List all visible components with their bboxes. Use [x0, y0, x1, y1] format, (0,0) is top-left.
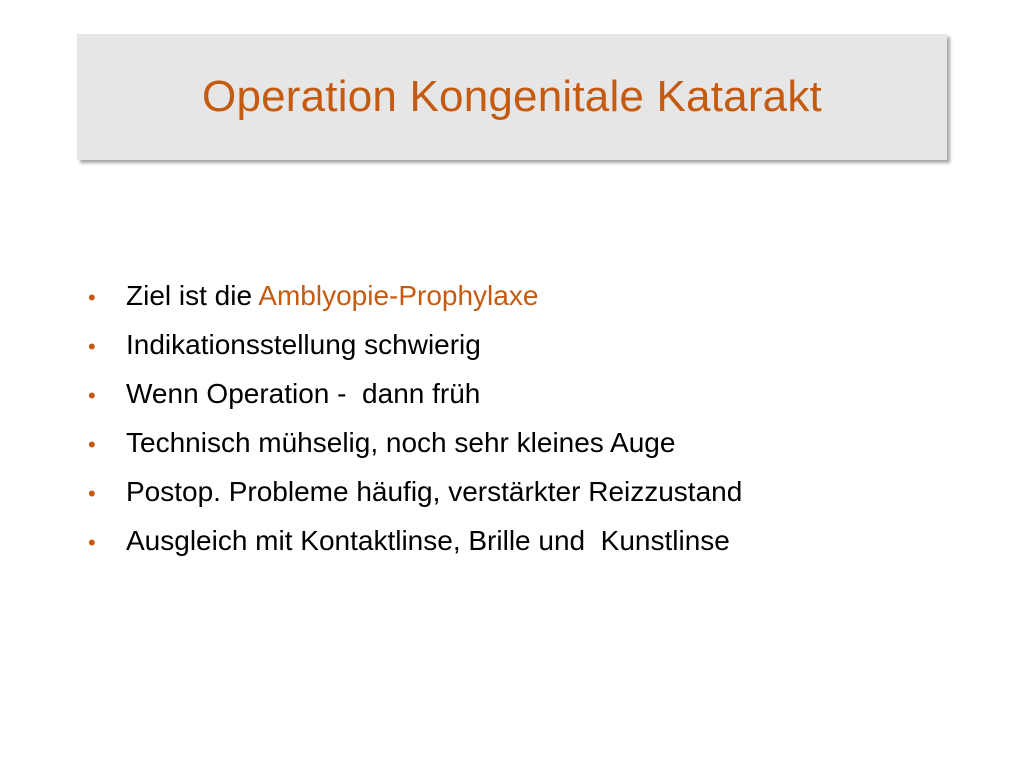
- bullet-text-plain: Ziel ist die: [126, 280, 259, 311]
- list-item: [88, 476, 988, 525]
- bullet-text: Technisch mühselig, noch sehr kleines Auge: [126, 427, 676, 458]
- list-item: [88, 280, 988, 329]
- bullet-icon: •: [88, 530, 96, 555]
- bullet-icon: •: [88, 383, 96, 408]
- bullet-text-highlight: Amblyopie-Prophylaxe: [258, 280, 539, 311]
- slide-title: Operation Kongenitale Katarakt: [202, 72, 822, 121]
- bullet-text: Wenn Operation - dann früh: [126, 378, 481, 409]
- bullet-text: [126, 280, 538, 312]
- bullet-icon: •: [88, 285, 96, 310]
- bullet-text: Indikationsstellung schwierig: [126, 329, 481, 360]
- list-item: [88, 329, 988, 378]
- list-item: [88, 525, 988, 574]
- bullet-icon: •: [88, 334, 96, 359]
- list-item: [88, 427, 988, 476]
- bullet-list: [88, 280, 988, 574]
- list-item: [88, 378, 988, 427]
- bullet-icon: •: [88, 432, 96, 457]
- bullet-text: Ausgleich mit Kontaktlinse, Brille und Kunstlinse: [126, 525, 730, 556]
- bullet-icon: •: [88, 481, 96, 506]
- bullet-text: Postop. Probleme häufig, verstärkter Reizzustand: [126, 476, 743, 507]
- title-box: [77, 34, 947, 160]
